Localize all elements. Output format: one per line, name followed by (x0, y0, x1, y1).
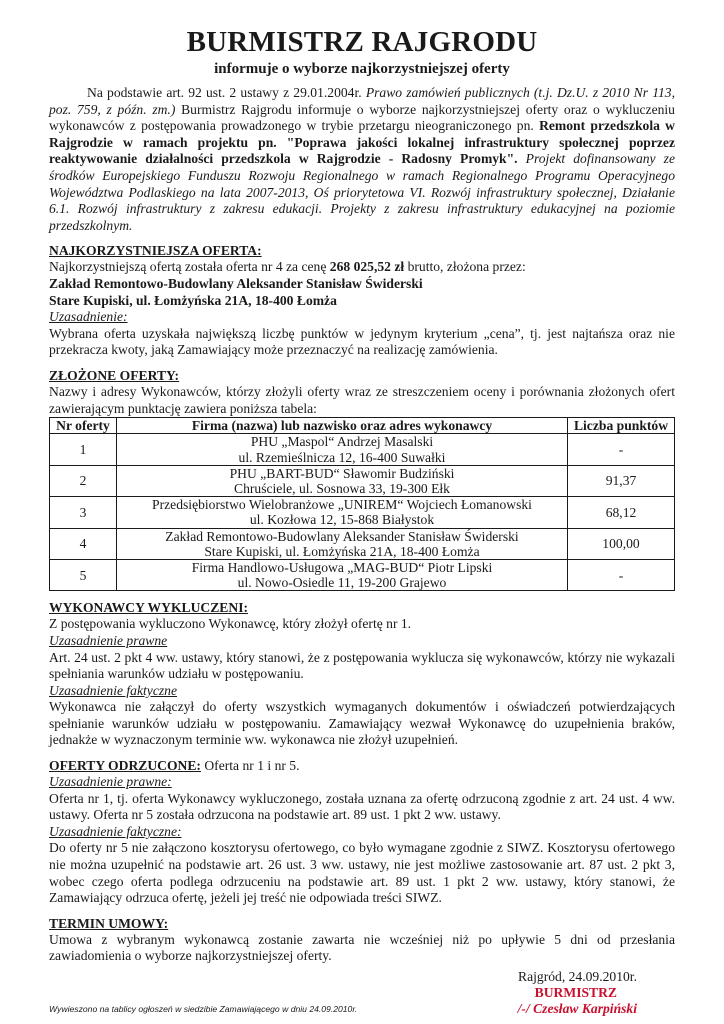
place-date: Rajgród, 24.09.2010r. (518, 969, 637, 985)
posted-notice: Wywieszono na tablicy ogłoszeń w siedzibie Zamawiającego w dniu 24.09.2010r. (49, 1004, 358, 1015)
offers-heading: ZŁOŻONE OFERTY: (49, 367, 180, 383)
offer-number: 5 (50, 559, 117, 590)
rejected-heading-tail: Oferta nr 1 i nr 5. (200, 758, 300, 774)
table-row (50, 465, 675, 496)
best-offer-heading: NAJKORZYSTNIEJSZA OFERTA: (49, 243, 262, 259)
rejected-fact-label: Uzasadnienie faktyczne: (49, 823, 182, 839)
offer-company-address: ul. Kozłowa 12, 15-868 Białystok (249, 512, 435, 528)
intro-project-name: Remont przedszkola w Rajgrodzie w ramach projektu pn. "Poprawa jakości lokalnej infrastruktury społecznej poprzez reaktywowanie działalności przedszkola w Rajgrodzie - Radosny Promyk". (49, 118, 675, 167)
offer-company-name: PHU „Maspol“ Andrzej Masalski (250, 434, 434, 450)
offer-company-name: Firma Handlowo-Usługowa „MAG-BUD“ Piotr Lipski (191, 559, 493, 575)
best-offer-address: Stare Kupiski, ul. Łomżyńska 21A, 18-400 Łomża (49, 292, 337, 308)
offer-company-address: Stare Kupiski, ul. Łomżyńska 21A, 18-400 Łomża (204, 543, 480, 559)
document-subtitle: informuje o wyborze najkorzystniejszej oferty (214, 61, 510, 77)
offer-company (117, 465, 568, 496)
offer-points: 100,00 (568, 528, 675, 559)
column-header-number: Nr oferty (50, 418, 117, 434)
column-header-company: Firma (nazwa) lub nazwisko oraz adres wykonawcy (117, 418, 568, 434)
offer-company-name: PHU „BART-BUD“ Sławomir Budziński (229, 465, 455, 481)
excluded-fact-text: Wykonawca nie załączył do oferty wszystkich wymaganych dokumentów i oświadczeń potwierdzających spełnianie warunków udziału w postępowaniu. Zamawiający wezwał Wykonawcę do uzupełnienia braków, jednakże w wyznaczonym terminie ww. wykonawca nie złożył uzupełnień. (49, 699, 675, 748)
offers-table (49, 417, 675, 591)
intro-text-1: Na podstawie art. 92 ust. 2 ustawy z 29.01.2004r. (87, 85, 366, 100)
best-offer-price: 268 025,52 zł (329, 259, 405, 275)
offer-company (117, 434, 568, 465)
rejected-legal-text: Oferta nr 1, tj. oferta Wykonawcy wykluczonego, została uznana za ofertę odrzuconą zgodnie z art. 24 ust. 4 ww. ustawy. Oferta nr 5 została odrzucona na podstawie art. 89 ust. 1 pkt 2 ww. ustawy. (49, 790, 675, 823)
offer-number: 3 (50, 497, 117, 528)
rejected-legal-label: Uzasadnienie prawne: (49, 774, 172, 790)
mayor-signature: /-/ Czesław Karpiński (517, 1001, 637, 1017)
offer-points: - (568, 559, 675, 590)
intro-funding-note: Projekt dofinansowany ze środków Europejskiego Funduszu Rozwoju Regionalnego w ramach Regionalnego Programu Operacyjnego Województwa Podlaskiego na lata 2007-2013, Oś priorytetowa VI. Rozwój infrastruktury społecznej, Działanie 6.1. Rozwój infrastruktury z zakresu edukacji. Projekty z zakresu infrastruktury edukacyjnej na poziomie przedszkolnym. (49, 151, 675, 233)
excluded-legal-label: Uzasadnienie prawne (49, 632, 168, 648)
table-row (50, 559, 675, 590)
excluded-fact-label: Uzasadnienie faktyczne (49, 682, 177, 698)
offer-company-name: Zakład Remontowo-Budowlany Aleksander Stanisław Świderski (165, 528, 519, 544)
intro-law-citation: Prawo zamówień publicznych (t.j. Dz.U. z 2010 Nr 113, poz. 759, z późn. zm.) (49, 85, 675, 117)
offer-number: 2 (50, 465, 117, 496)
document-page (49, 24, 675, 1017)
document-title: BURMISTRZ RAJGRODU (186, 26, 538, 58)
rejected-heading: OFERTY ODRZUCONE: (49, 758, 201, 774)
intro-text-3: Burmistrz Rajgrodu informuje o wyborze najkorzystniejszej oferty oraz o wykluczeniu wykonawców z postępowania prowadzonego w trybie przetargu nieograniczonego pn. (49, 101, 675, 134)
offer-company-address: ul. Rzemieślnicza 12, 16-400 Suwałki (238, 449, 446, 465)
offer-company-name: Przedsiębiorstwo Wielobranżowe „UNIREM“ Wojciech Łomanowski (152, 497, 532, 513)
best-offer-justification-label: Uzasadnienie: (49, 309, 128, 325)
offers-intro-text: Nazwy i adresy Wykonawców, którzy złożyli oferty wraz ze streszczeniem oceny i porównania złożonych ofert zawierającym punktację zawiera poniższa tabela: (49, 383, 675, 416)
mayor-title: BURMISTRZ (534, 985, 617, 1001)
best-offer-text-b: brutto, złożona przez: (404, 259, 526, 275)
excluded-heading: WYKONAWCY WYKLUCZENI: (49, 600, 249, 616)
offers-table-header (50, 418, 675, 434)
offer-number: 1 (50, 434, 117, 465)
excluded-text: Z postępowania wykluczono Wykonawcę, który złożył ofertę nr 1. (49, 616, 412, 632)
intro-paragraph (49, 85, 675, 234)
offer-number: 4 (50, 528, 117, 559)
rejected-fact-text: Do oferty nr 5 nie załączono kosztorysu ofertowego, co było wymagane zgodnie z SIWZ. Kosztorysu ofertowego nie można uzupełnić na podstawie art. 26 ust. 3 ww. ustawy, nie jest możliwe zastosowanie art. 87 ust. 2 pkt 3, wobec czego oferta podlega odrzuceniu na podstawie art. 89 ust. 1 pkt 2 ww. ustawy, który stanowi, że Zamawiający odrzuca ofertę, jeżeli jej treść nie odpowiada treści SIWZ. (49, 840, 675, 906)
offer-company (117, 559, 568, 590)
column-header-points: Liczba punktów (568, 418, 675, 434)
offer-points: - (568, 434, 675, 465)
table-row (50, 434, 675, 465)
offer-points: 91,37 (568, 465, 675, 496)
excluded-legal-text: Art. 24 ust. 2 pkt 4 ww. ustawy, który stanowi, że z postępowania wyklucza się wykonawców, którzy nie wykazali spełniania warunków udziału w postępowaniu. (49, 649, 675, 682)
footer-row (49, 1001, 675, 1017)
offer-company-address: ul. Nowo-Osiedle 11, 19-200 Grajewo (237, 575, 447, 591)
best-offer-company: Zakład Remontowo-Budowlany Aleksander Stanisław Świderski (49, 275, 423, 291)
table-row (50, 528, 675, 559)
terms-heading: TERMIN UMOWY: (49, 915, 169, 931)
table-row (50, 497, 675, 528)
best-offer-justification-text: Wybrana oferta uzyskała największą liczbę punktów w jedynym kryterium „cena”, tj. jest najtańsza oraz nie przekracza kwoty, jaką Zamawiający może przeznaczyć na realizację zamówienia. (49, 325, 675, 358)
best-offer-text-a: Najkorzystniejszą ofertą została oferta nr 4 za cenę (49, 259, 330, 275)
offer-company (117, 528, 568, 559)
best-offer-line (49, 259, 675, 276)
offer-company (117, 497, 568, 528)
offer-company-address: Chruściele, ul. Sosnowa 33, 19-300 Ełk (234, 480, 450, 496)
terms-text: Umowa z wybranym wykonawcą zostanie zawarta nie wcześniej niż po upływie 5 dni od przesłania zawiadomienia o wyborze najkorzystniejszej oferty. (49, 931, 675, 964)
rejected-heading-line (49, 757, 675, 774)
offer-points: 68,12 (568, 497, 675, 528)
